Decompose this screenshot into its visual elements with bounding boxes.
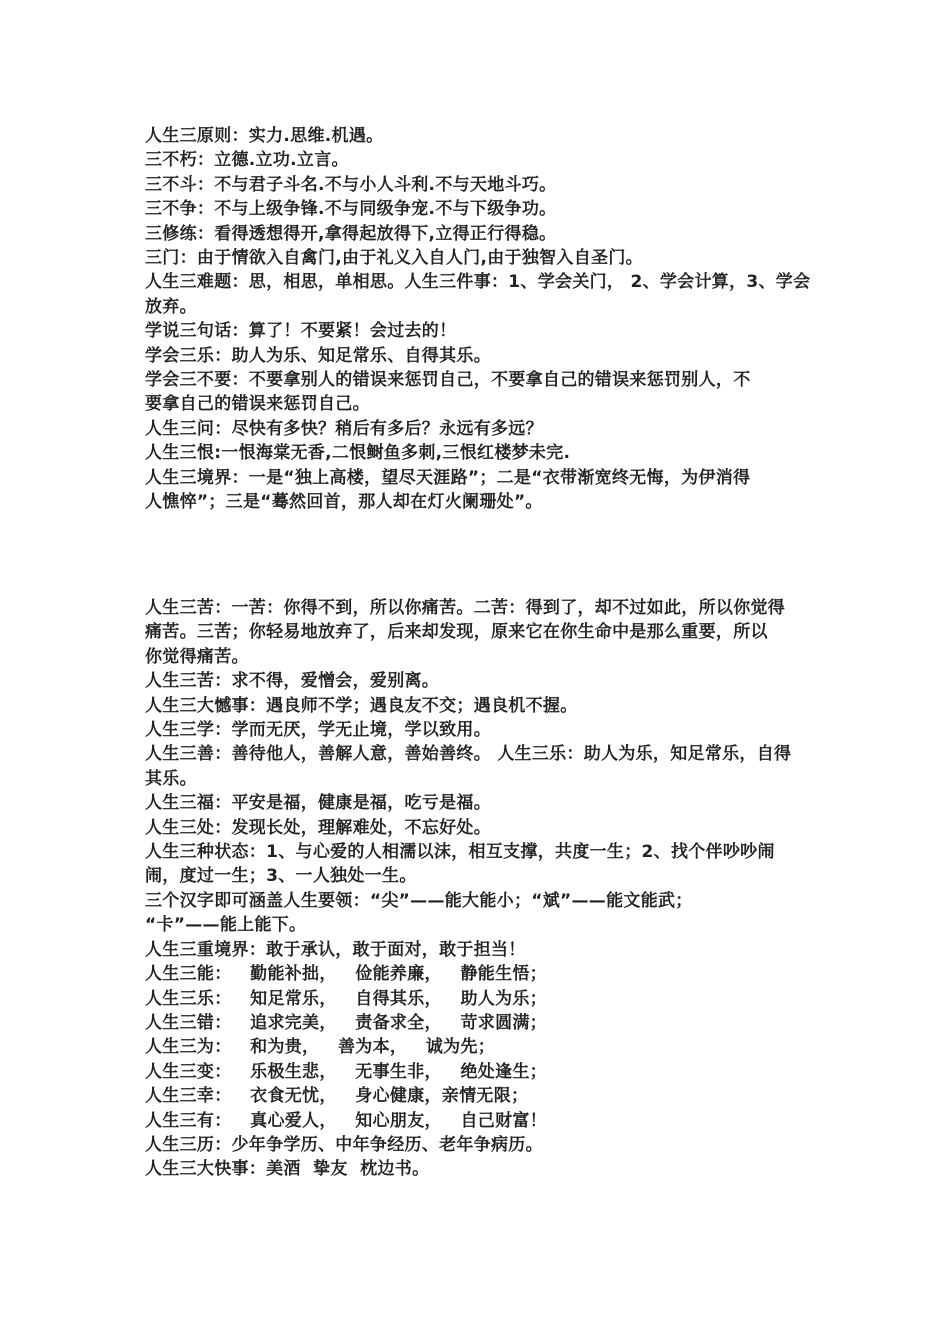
- text-line: 人生三善：善待他人，善解人意，善始善终。 人生三乐：助人为乐，知足常乐，自得: [145, 744, 792, 765]
- text-line: 人生三福：平安是福，健康是福，吃亏是福。: [145, 793, 491, 814]
- text-block-1: [145, 124, 825, 515]
- text-line: 人生三历：少年争学历、中年争经历、老年争病历。: [145, 1134, 543, 1155]
- text-line: 闹，度过一生；3、一人独处一生。: [145, 866, 417, 887]
- text-line: 其乐。: [145, 768, 197, 789]
- text-line: 要拿自己的错误来惩罚自己。: [145, 394, 370, 415]
- text-line: 三不朽：立德.立功.立言。: [145, 150, 349, 171]
- text-line: 人生三苦：求不得，爱憎会，爱别离。: [145, 671, 440, 692]
- text-line: 人生三能： 勤能补拙， 俭能养廉， 静能生悟；: [145, 964, 547, 985]
- text-line: 痛苦。三苦；你轻易地放弃了，后来却发现，原来它在你生命中是那么重要，所以: [145, 622, 768, 643]
- text-line: “卡”——能上能下。: [145, 915, 307, 936]
- text-line: 学会三乐：助人为乐、知足常乐、自得其乐。: [145, 345, 491, 366]
- text-line: 人生三有： 真心爱人， 知心朋友， 自己财富！: [145, 1110, 547, 1131]
- text-line: 人生三大憾事：遇良师不学；遇良友不交；遇良机不握。: [145, 695, 578, 716]
- text-line: 人生三为： 和为贵， 善为本， 诚为先；: [145, 1037, 496, 1058]
- text-line: 人生三苦：一苦：你得不到，所以你痛苦。二苦：得到了，却不过如此，所以你觉得: [145, 598, 786, 618]
- text-line: 你觉得痛苦。: [145, 646, 249, 667]
- text-line: 人生三处：发现长处，理解难处，不忘好处。: [145, 817, 491, 838]
- text-line: 三个汉字即可涵盖人生要领：“尖”——能大能小；“斌”——能文能武；: [145, 890, 693, 911]
- text-line: 放弃。: [145, 296, 197, 317]
- text-line: 人生三错： 追求完美， 责备求全， 苛求圆满；: [145, 1012, 547, 1033]
- text-line: 人生三境界：一是“独上高楼，望尽天涯路”；二是“衣带渐宽终无悔，为伊消得: [145, 467, 751, 488]
- text-line: 人憔悴”；三是“蓦然回首，那人却在灯火阑珊处”。: [145, 492, 543, 513]
- text-line: 三门：由于情欲入自禽门,由于礼义入自人门,由于独智入自圣门。: [145, 248, 643, 269]
- text-line: 人生三难题：思，相思，单相思。人生三件事：1、学会关门， 2、学会计算，3、学会: [145, 272, 811, 293]
- text-line: 人生三重境界：敢于承认，敢于面对，敢于担当！: [145, 939, 526, 960]
- text-line: 人生三问：尽快有多快？稍后有多后？永远有多远？: [145, 418, 543, 439]
- text-line: 人生三学：学而无厌，学无止境，学以致用。: [145, 720, 491, 741]
- text-line: 学会三不要：不要拿别人的错误来惩罚自己，不要拿自己的错误来惩罚别人，不: [145, 370, 751, 391]
- text-line: 人生三乐： 知足常乐， 自得其乐， 助人为乐；: [145, 988, 547, 1009]
- text-line: 人生三种状态：1、与心爱的人相濡以沫，相互支撑，共度一生；2、找个伴吵吵闹: [145, 842, 775, 863]
- text-block-2: [145, 596, 825, 1182]
- text-line: 人生三恨:一恨海棠无香,二恨鲥鱼多刺,三恨红楼梦未完.: [145, 443, 571, 464]
- text-line: 三修练：看得透想得开,拿得起放得下,立得正行得稳。: [145, 223, 557, 244]
- text-line: 学说三句话：算了！不要紧！会过去的！: [145, 321, 457, 342]
- text-line: 人生三变： 乐极生悲， 无事生非， 绝处逢生；: [145, 1061, 547, 1082]
- text-line: 人生三幸： 衣食无忧， 身心健康，亲情无限；: [145, 1086, 529, 1107]
- text-line: 三不斗：不与君子斗名.不与小人斗利.不与天地斗巧。: [145, 174, 557, 195]
- text-line: 人生三大快事：美酒 挚友 枕边书。: [145, 1159, 430, 1180]
- text-line: 人生三原则：实力.思维.机遇。: [145, 126, 384, 146]
- text-line: 三不争：不与上级争锋.不与同级争宠.不与下级争功。: [145, 199, 557, 220]
